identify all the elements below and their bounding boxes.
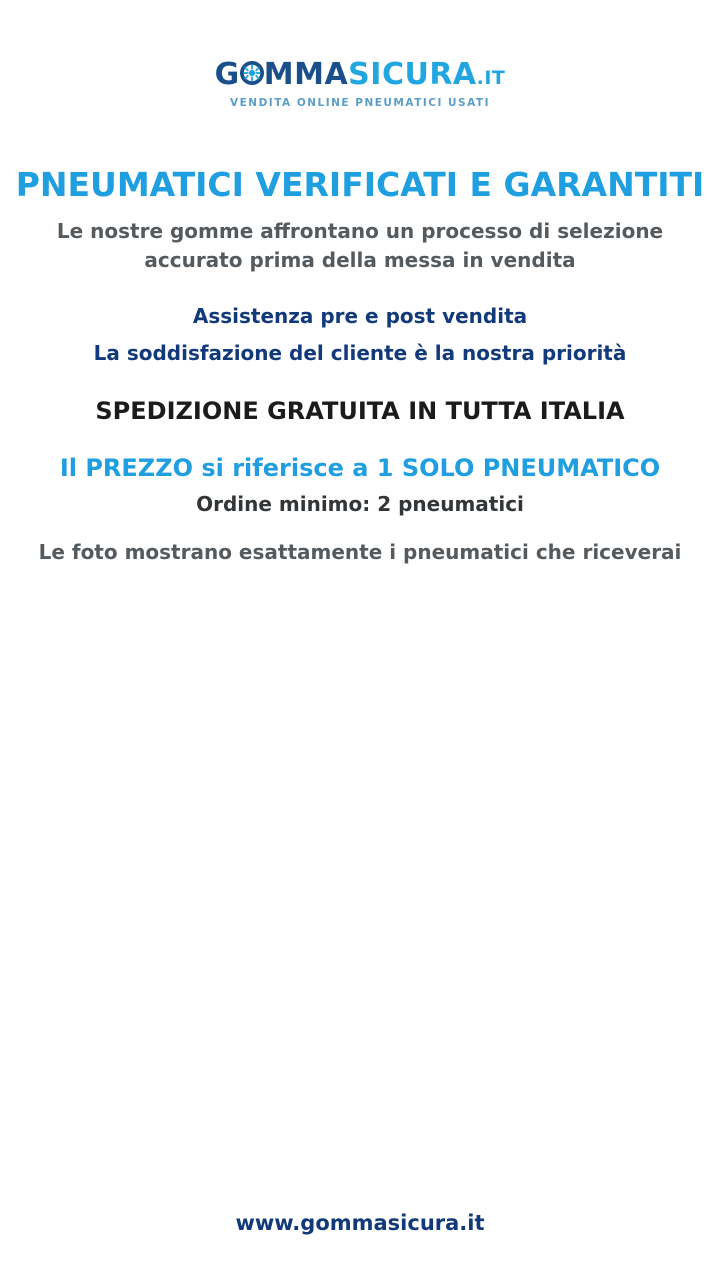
text-price-per-tire: Il PREZZO si riferisce a 1 SOLO PNEUMATICO (59, 453, 661, 482)
logo-text-before-icon: G (214, 57, 240, 92)
tire-wheel-icon (239, 60, 265, 92)
text-photos-disclaimer: Le foto mostrano esattamente i pneumatici che riceverai (38, 540, 682, 565)
text-assistance: Assistenza pre e post vendita (192, 304, 528, 329)
logo-wordmark (0, 57, 720, 92)
logo-text-after-icon: MMA (263, 57, 349, 92)
logo-tld: .IT (476, 67, 506, 89)
site-logo (0, 57, 720, 109)
text-minimum-order: Ordine minimo: 2 pneumatici (196, 492, 524, 517)
logo-text-highlight: SICURA (348, 57, 477, 92)
main-content (0, 109, 720, 563)
text-customer-satisfaction: La soddisfazione del cliente è la nostra priorità (93, 341, 627, 366)
subline-selection-process: Le nostre gomme affrontano un processo di selezione accurato prima della messa in vendita (56, 219, 664, 273)
headline-guarantee: PNEUMATICI VERIFICATI E GARANTITI (15, 165, 705, 204)
logo-tagline: VENDITA ONLINE PNEUMATICI USATI (229, 97, 490, 109)
footer-website: www.gommasicura.it (235, 1211, 485, 1235)
text-free-shipping: SPEDIZIONE GRATUITA IN TUTTA ITALIA (95, 397, 625, 426)
